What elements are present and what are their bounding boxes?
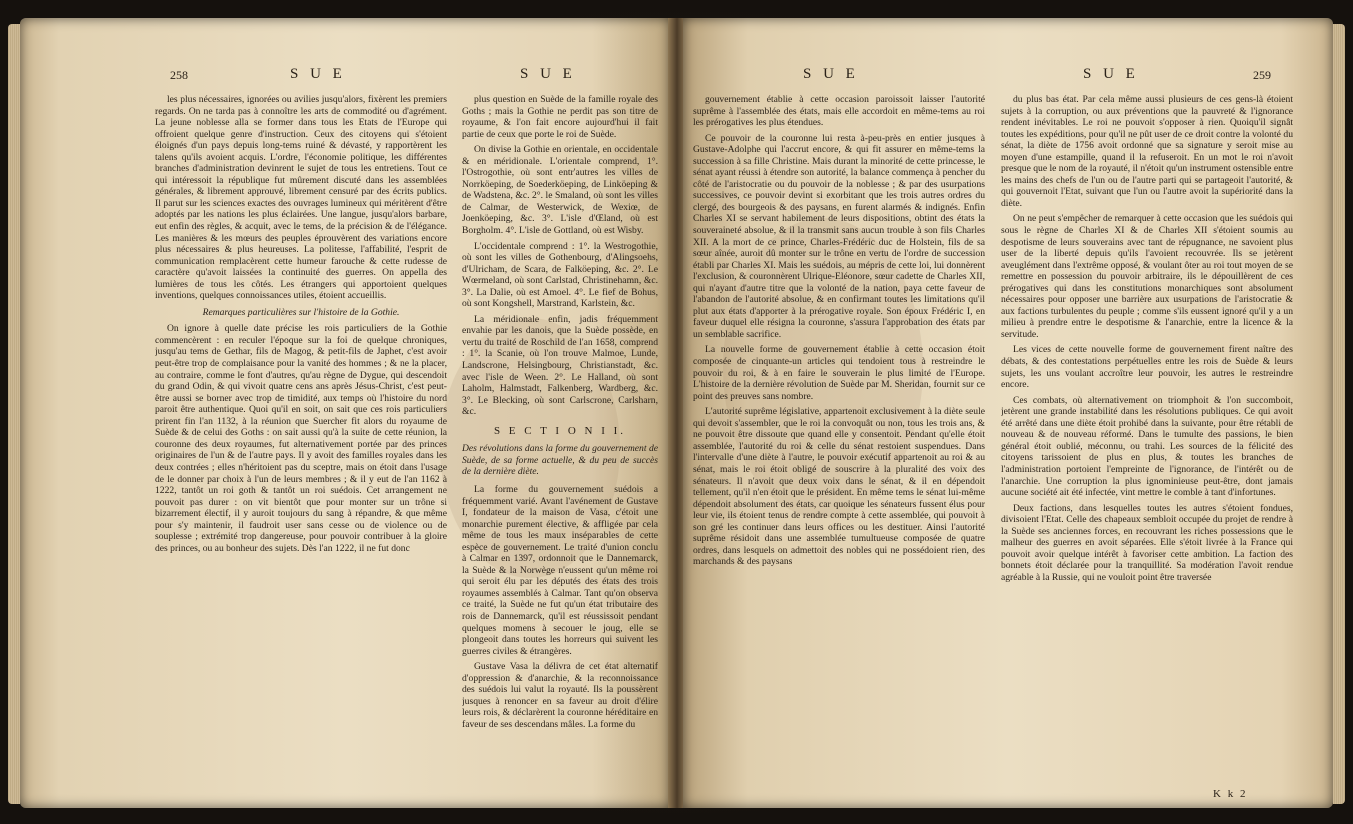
right-page-column-2	[1001, 94, 1293, 587]
paragraph: Les vices de cette nouvelle forme de gouvernement firent naître des débats, & des contestations perpétuelles entre les rois de Suède & leurs sujets, les uns voulant accroître leur pouvoir, les autres le restreindre encore.	[1001, 344, 1293, 391]
right-page-column-1	[693, 94, 985, 572]
paragraph: La nouvelle forme de gouvernement établie à cette occasion étoit composée de cinquante-un articles qui tendoient tous à restreindre le pouvoir du roi, & à en faire le souverain le plus limité de l'Europe. L'histoire de la dernière révolution de Suède par M. Sheridan, fournit sur ce point des preuves sans nombre.	[693, 344, 985, 402]
paragraph: La forme du gouvernement suédois a fréquemment varié. Avant l'avénement de Gustave I, fondateur de la maison de Vasa, c'étoit une monarchie purement élective, & affligée par cela même de tous les maux inséparables de cette espèce de gouvernement. Le traité d'union conclu à Calmar en 1397, ordonnoit que le Dannemarck, la Suède & la Norwège n'eussent qu'un même roi qui seroit élu par les députés des états des trois royaumes assemblés à Calmar. Tant qu'on observa ce traité, la Suède ne fut qu'un état tributaire des rois de Dannemarck, qu'il est réussissoit pendant quelques momens à secouer le joug, elle se plongeoit dans toutes les horreurs qui suivent les guerres civiles & étrangères.	[462, 483, 658, 657]
paragraph: On ignore à quelle date précise les rois particuliers de la Gothie commencèrent : en reculer l'époque sur la foi de quelque chroniques, jusqu'au tems de Gethar, fils de Magog, & petit-fils de Japhet, c'est avoir peut-être trop de complaisance pour la vanité des hommes ; & ne la placer, au contraire, comme le font d'autres, qu'au règne de Dygue, qui descendoit du grand Odin, & qui vivoit quatre cens ans après Jésus-Christ, c'est peut-être aussi se borner avec trop de timidité, aux temps où l'histoire du nord paroit être authentique. Quoi qu'il en soit, on sait que ces rois particuliers prirent fin l'an 1132, à la réunion que Suercher fit alors du royaume de Suède & de celui des Goths : on sait aussi qu'à la suite de cette réunion, la couronne des deux royaumes, fut alternativement portée par des princes originaires de l'un & de l'autre pays. Il y avoit des familles royales dans les deux contrées ; elles n'héritoient pas du sceptre, mais on étoit dans l'usage de le donner par choix à l'un de leurs membres ; & il y eut de l'an 1162 à 1222, tantôt un roi goth & tantôt un roi suédois. Cet arrangement ne pouvoit pas durer : on vit bientôt que pour monter sur un trône si bizarrement électif, il y auroit toujours du sang à répandre, & que même pour s'y maintenir, il faudroit user sans cesse ou de violence ou de souplesse ; extrémité trop dangereuse, pour pouvoir contribuer à la gloire des princes, ou au bonheur des sujets. Dès l'an 1222, il ne fut donc	[155, 323, 447, 554]
left-page-edges	[8, 24, 20, 804]
right-page-edges	[1333, 24, 1345, 804]
printer-signature-mark: K k 2	[1213, 788, 1248, 800]
paragraph: On ne peut s'empêcher de remarquer à cette occasion que les suédois qui sous le règne de Charles XI & de Charles XII s'étoient soumis au despotisme de leurs souverains avec tant de répugnance, ne savoient plus user de la liberté depuis qu'ils l'avoient recouvrée. Ils se jetèrent aveuglément dans l'extrême opposé, & voulant ôter au roi tout moyen de se remettre en possession du pouvoir arbitraire, ils le dépouillèrent de ces prérogatives qui dans les constitutions monarchiques sont absolument nécessaires pour opposer une barrière aux usurpations de l'aristocratie & aux factions turbulentes du peuple ; comme s'ils eussent ignoré qu'il y a un milieu à prendre entre le despotisme & l'anarchie, entre la licence & la servitude.	[1001, 213, 1293, 340]
paragraph: du plus bas état. Par cela même aussi plusieurs de ces gens-là étoient sujets à la corruption, ou aux préventions que la pauvreté & l'ignorance rendent inévitables. Le roi ne pouvoit s'opposer à rien. Quoiqu'il signât toutes les expéditions, pour qu'il ne pût user de ce droit contre la volonté du sénat, la diète de 1756 avoit ordonné que sa signature y seroit mise au moyen d'une estampille, quand il la refuseroit. En un mot le roi n'avoit presque que le nom de la royauté, il n'étoit qu'un instrument ostensible entre les mains des chefs de l'un ou de l'autre parti qui se partageoit l'autorité, & qui gouvernoit l'Etat, suivant que l'un ou l'autre avoit la supériorité dans la diète.	[1001, 94, 1293, 209]
right-running-head-2: S U E	[1083, 66, 1139, 82]
right-running-head: S U E	[803, 66, 859, 82]
paragraph: Gustave Vasa la délivra de cet état alternatif d'oppression & d'anarchie, & la reconnoissance des suédois lui valut la royauté. Ils la poussèrent jusques à renoncer en sa faveur au droit d'élire leurs rois, & déclarèrent la couronne héréditaire en faveur de ses descendans mâles. La forme du	[462, 661, 658, 730]
paragraph: les plus nécessaires, ignorées ou avilies jusqu'alors, fixèrent les premiers regards. On ne tarda pas à connoître les arts de commodité ou d'agrément. La jeune noblesse alla se former dans tous les Etats de l'Europe qui offroient quelque genre d'instruction. Ceux des citoyens qui s'étoient éloignés d'un pays depuis long-tems ruiné & dévasté, y rapportèrent les talens qu'ils avoient acquis. L'ordre, l'économie politique, les différentes branches d'administration devinrent le sujet de tous les entretiens. Tout ce qui intéressoit la république fut mûrement discuté dans les assemblées générales, & librement approuvé, librement censuré par des écrits publics. Il parut sur les sciences exactes des ouvrages lumineux qui méritèrent d'être adoptés par les nations les plus éclairées. Une langue, jusqu'alors barbare, eut enfin des règles, & acquit, avec le tems, de la précision & de l'élégance. Les manières & les mœurs des peuples éprouvèrent des variations encore plus nécessaires & plus heureuses. La politesse, l'affabilité, l'esprit de communication remplacèrent cette humeur farouche & cette rudesse de caractère qu'avoit laissées la continuité des guerres. On appella des lumières de tous les côtés. Les étrangers qui apportoient quelques inventions, quelques connoissances utiles, étoient accueillis.	[155, 94, 447, 302]
left-running-head: S U E	[290, 66, 346, 82]
left-running-head-2: S U E	[520, 66, 576, 82]
left-page-number: 258	[170, 68, 188, 82]
paragraph: gouvernement établie à cette occasion paroissoit laisser l'autorité suprême à l'assemblée des états, mais elle accordoit en même-tems au roi les prérogatives les plus étendues.	[693, 94, 985, 129]
paragraph: Ce pouvoir de la couronne lui resta à-peu-près en entier jusques à Gustave-Adolphe qui l'accrut encore, & qui fit assurer en même-tems la succession à sa fille Christine. Mais durant la minorité de cette princesse, le sénat ayant réussi à étendre son autorité, la balance commença à pencher du côté de l'aristocratie ou du pouvoir de la noblesse ; & par des usurpations successives, ce pouvoir devint si exorbitant que les trois autres ordres du clergé, des bourgeois & des paysans, en furent alarmés & indignés. Enfin Charles XI se servant habilement de leurs dispositions, obtint des états la souveraineté absolue, & il la transmit sans aucun trouble à son fils Charles XII. A la mort de ce prince, Charles-Frédéric duc de Holstein, fils de sa sœur aînée, auroit dû monter sur le trône en vertu de l'ordre de succession établi par Charles XI. Mais les suédois, au mépris de cette loi, lui donnèrent l'exclusion, & couronnèrent Ulrique-Eléonore, sœur cadette de Charles XII, qui n'ayant d'autre titre que la volonté de la nation, paya cette faveur de l'abandon de l'autorité absolue, & en confirmant toutes les limitations qu'il plut aux états d'apporter à la prérogative royale. Son époux Frédéric I, en faveur duquel elle résigna la couronne, s'assura l'approbation des états par un semblable sacrifice.	[693, 132, 985, 340]
paragraph: Deux factions, dans lesquelles toutes les autres s'étoient fondues, divisoient l'Etat. Celle des chapeaux sembloit occupée du projet de rendre à la Suède ses anciennes forces, en recouvrant les riches possessions que le malheur des guerres en avoit séparées. Elle s'étoit livrée à la France qui pouvoit avoir quelque intérêt à favoriser cette ambition. La faction des bonnets étoit déclarée pour la tranquillité. Sa modération l'avoit rendue agréable à la Russie, qui ne vouloit point être traversée	[1001, 502, 1293, 583]
right-page-number: 259	[1253, 68, 1271, 82]
section-summary: Des révolutions dans la forme du gouvernement de Suède, de sa forme actuelle, & du peu de succès de la dernière diète.	[462, 443, 658, 478]
section-subheading: Remarques particulières sur l'histoire de la Gothie.	[202, 306, 400, 318]
paragraph: plus question en Suède de la famille royale des Goths ; mais la Gothie ne perdit pas son titre de royaume, & l'on fait encore aujourd'hui il fait partie de ceux que porte le roi de Suède.	[462, 94, 658, 140]
left-page-column-2	[462, 94, 658, 734]
right-page	[683, 18, 1333, 808]
paragraph: L'occidentale comprend : 1°. la Westrogothie, où sont les villes de Gothenbourg, d'Alingsoehs, d'Ulricham, de Scara, de Falköeping, &c. 2°. Le Wœrmeland, où sont Carlstad, Christinehamn, &c. 3°. La Dalie, où est Amoel. 4°. Le fief de Bohus, où sont Kongshell, Marstrand, Karlstein, &c.	[462, 240, 658, 310]
paragraph: L'autorité suprême législative, appartenoit exclusivement à la diète seule qui devoit s'assembler, que le roi la convoquât ou non, tous les trois ans, & ne pouvoit être dissoute que quand elle y consentoit. Pendant qu'elle étoit assemblée, l'autorité du roi & celle du sénat restoient suspendues. Dans l'intervalle d'une diète à l'autre, le pouvoir exécutif appartenoit au roi & au sénat, mais le roi étoit obligé de souscrire à la pluralité des voix des sénateurs. Il n'avoit que deux voix dans le sénat, & il en dépendoit tellement, qu'il n'en étoit que le président. En même tems le sénat lui-même dépendoit absolument des états, car quoique les sénateurs fussent élus pour leur vie, ils étoient tenus de rendre compte à cette assemblée, qui pouvoit à son gré les continuer dans leurs offices ou les destituer. Ainsi l'autorité suprême résidoit dans une assemblée tumultueuse composée de quatre ordres, dans lesquels on admettoit des nobles qui ne possédoient rien, des marchands & des paysans	[693, 406, 985, 568]
paragraph: La méridionale enfin, jadis fréquemment envahie par les danois, que la Suède possède, en vertu du traité de Roschild de l'an 1658, comprend : 1°. la Scanie, où l'on trouve Malmoe, Lunde, Landscrone, Helsingbourg, Christianstadt, &c. avec l'isle de Ween. 2°. Le Halland, où sont Laholm, Halmstadt, Falkenberg, Wardberg, &c. 3°. Le Blecking, où sont Carlscrone, Carlsharn, &c.	[462, 313, 658, 418]
left-page	[20, 18, 670, 808]
left-page-column-1	[155, 94, 447, 558]
section-title: S E C T I O N I I.	[493, 424, 627, 437]
paragraph: On divise la Gothie en orientale, en occidentale & en méridionale. L'orientale comprend, 1°. l'Ostrogothie, où sont entr'autres les villes de Norrköeping, de Soederköeping, de Linköeping & de Wadstena, &c. 2°. le Smaland, où sont les villes de Calmar, de Westerwick, de Wexiœ, de Joenköeping, &c. 3°. L'isle d'Œland, où est Borgholm. 4°. L'isle de Gottland, où est Wisby.	[462, 144, 658, 237]
paragraph: Ces combats, où alternativement on triomphoit & l'on succomboit, jetèrent une grande instabilité dans les résolutions publiques. Ce qui avoit été arrêté dans une diète étoit prohibé dans la suivante, pour être rétabli de nouveau & de nouveau réformé. Dans le tumulte des passions, le bien général étoit oublié, méconnu, ou trahi. Les sources de la félicité des citoyens tarissoient de plus en plus, & toutes les branches de l'administration portoient l'empreinte de l'ignorance, de l'intérêt ou de l'anarchie. Une corruption la plus ignominieuse peut-être, dont jamais aucune société ait été infectée, vint mettre le comble à tant d'infortunes.	[1001, 394, 1293, 499]
